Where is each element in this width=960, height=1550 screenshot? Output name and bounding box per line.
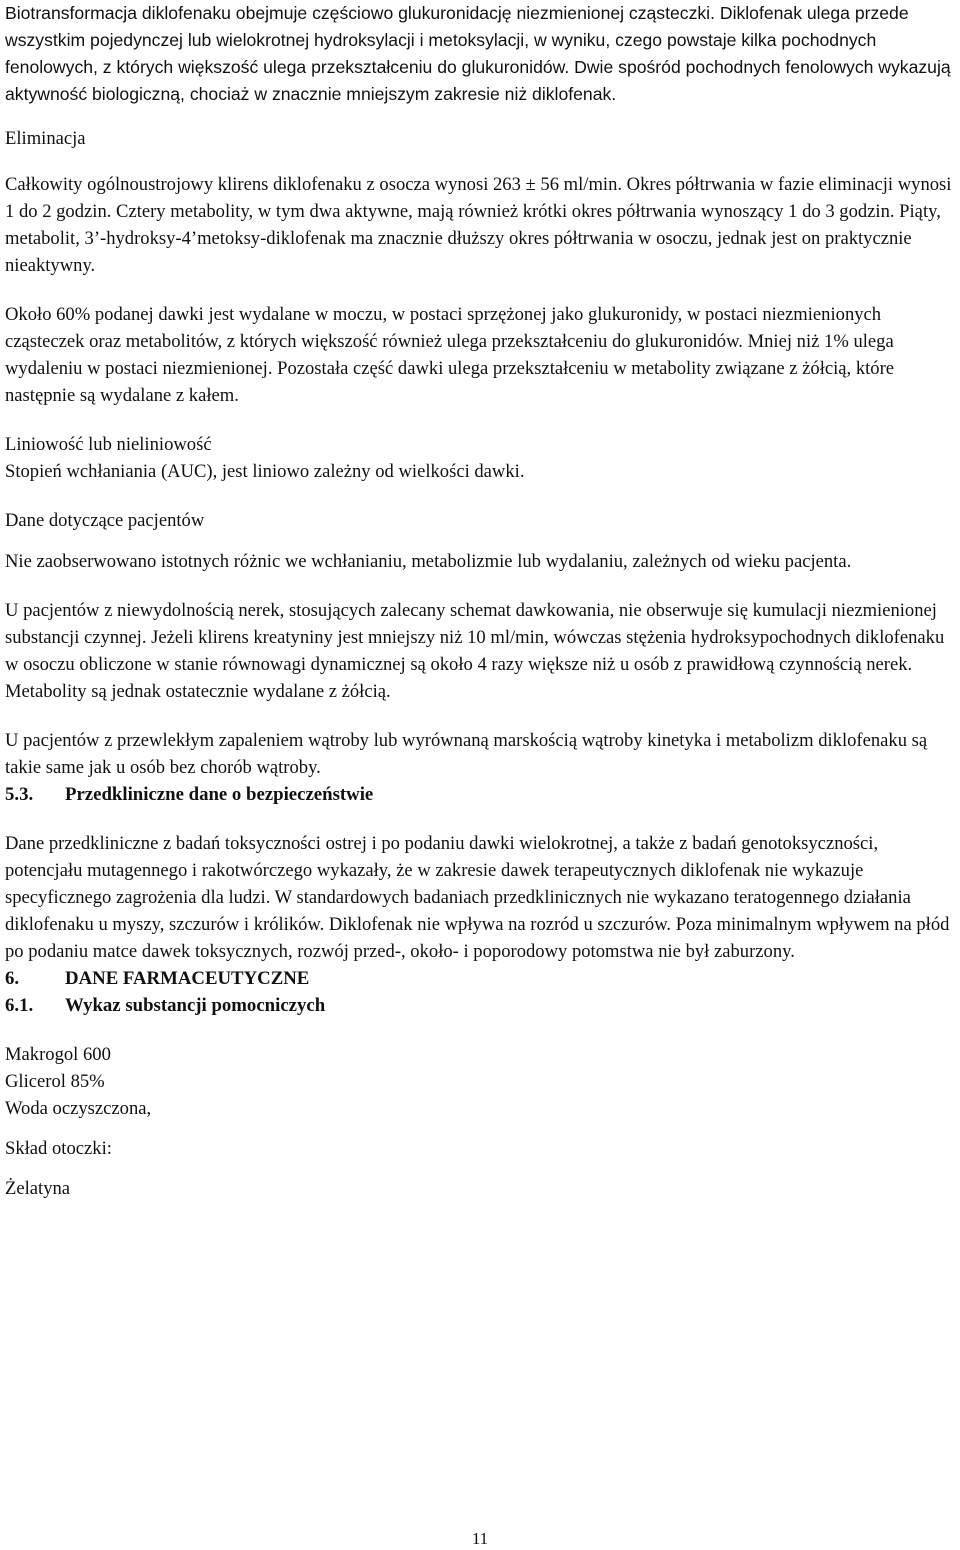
section-6-heading [5, 965, 957, 992]
paragraph-patients-renal: U pacjentów z niewydolnością nerek, stosujących zalecany schemat dawkowania, nie obserwuje się kumulacji niezmienionej substancji czynnej. Jeżeli klirens kreatyniny jest mniejszy niż 10 ml/min, wówczas stężenia hydroksypochodnych diklofenaku w osoczu obliczone w stanie równowagi dynamicznej są około 4 razy większe niż u osób z prawidłową czynnością nerek. Metabolity są jednak ostatecznie wydalane z żółcią. [5, 600, 945, 702]
section-6-1-heading [5, 992, 957, 1019]
coating-label: Skład otoczki: [5, 1138, 112, 1159]
document-page [5, 0, 957, 1202]
section-number: 5.3. [5, 784, 34, 805]
section-5-3-heading [5, 781, 957, 808]
excipient-list [5, 1041, 957, 1122]
heading-linearity: Liniowość lub nieliniowość [5, 434, 212, 455]
paragraph-elimination: Całkowity ogólnoustrojowy klirens diklofenaku z osocza wynosi 263 ± 56 ml/min. Okres półtrwania w fazie eliminacji wynosi 1 do 2 godzin. Cztery metabolity, w tym dwa aktywne, mają również krótki okres półtrwania wynoszący 1 do 3 godzin. Piąty, metabolit, 3’-hydroksy-4’metoksy-diklofenak ma znacznie dłuższy okres półtrwania w osoczu, jednak jest on praktycznie nieaktywny. [5, 174, 952, 276]
paragraph-patients-age: Nie zaobserwowano istotnych różnic we wchłanianiu, metabolizmie lub wydalaniu, zależnych od wieku pacjenta. [5, 551, 852, 572]
excipient-item: Makrogol 600 [5, 1044, 111, 1065]
page-number: 11 [471, 1529, 489, 1548]
section-title: Przedkliniczne dane o bezpieczeństwie [65, 784, 374, 805]
excipient-item: Woda oczyszczona, [5, 1098, 152, 1119]
section-title: Wykaz substancji pomocniczych [65, 995, 326, 1016]
section-title: DANE FARMACEUTYCZNE [65, 968, 310, 989]
excipient-item: Glicerol 85% [5, 1071, 105, 1092]
paragraph-biotransformation: Biotransformacja diklofenaku obejmuje częściowo glukuronidację niezmienionej cząsteczki. Diklofenak ulega przede wszystkim pojedynczej lub wielokrotnej hydroksylacji i metoksylacji, w wyniku, czego powstaje kilka pochodnych fenolowych, z których większość ulega przekształceniu do glukuronidów. Dwie spośród pochodnych fenolowych wykazują aktywność biologiczną, chociaż w znacznie mniejszym zakresie niż diklofenak. [5, 3, 951, 104]
heading-elimination: Eliminacja [5, 128, 86, 149]
paragraph-linearity: Stopień wchłaniania (AUC), jest liniowo zależny od wielkości dawki. [5, 461, 525, 482]
heading-patients: Dane dotyczące pacjentów [5, 510, 205, 531]
coating-item: Żelatyna [5, 1178, 71, 1199]
section-number: 6. [5, 968, 20, 989]
paragraph-excretion: Około 60% podanej dawki jest wydalane w moczu, w postaci sprzężonej jako glukuronidy, w postaci niezmienionych cząsteczek oraz metabolitów, z których większość również ulega przekształceniu do glukuronidów. Mniej niż 1% ulega wydaleniu w postaci niezmienionej. Pozostała część dawki ulega przekształceniu w metabolity związane z żółcią, które następnie są wydalane z kałem. [5, 304, 895, 406]
paragraph-patients-hepatic: U pacjentów z przewlekłym zapaleniem wątroby lub wyrównaną marskością wątroby kinetyka i metabolizm diklofenaku są takie same jak u osób bez chorób wątroby. [5, 730, 928, 778]
section-number: 6.1. [5, 995, 34, 1016]
paragraph-preclinical: Dane przedkliniczne z badań toksyczności ostrej i po podaniu dawki wielokrotnej, a także z badań genotoksyczności, potencjału mutagennego i rakotwórczego wykazały, że w zakresie dawek terapeutycznych diklofenak nie wykazuje specyficznego zagrożenia dla ludzi. W standardowych badaniach przedklinicznych nie wykazano teratogennego działania diklofenaku u myszy, szczurów i królików. Diklofenak nie wpływa na rozród u szczurów. Poza minimalnym wpływem na płód po podaniu matce dawek toksycznych, rozwój przed-, około- i poporodowy potomstwa nie był zaburzony. [5, 833, 950, 962]
